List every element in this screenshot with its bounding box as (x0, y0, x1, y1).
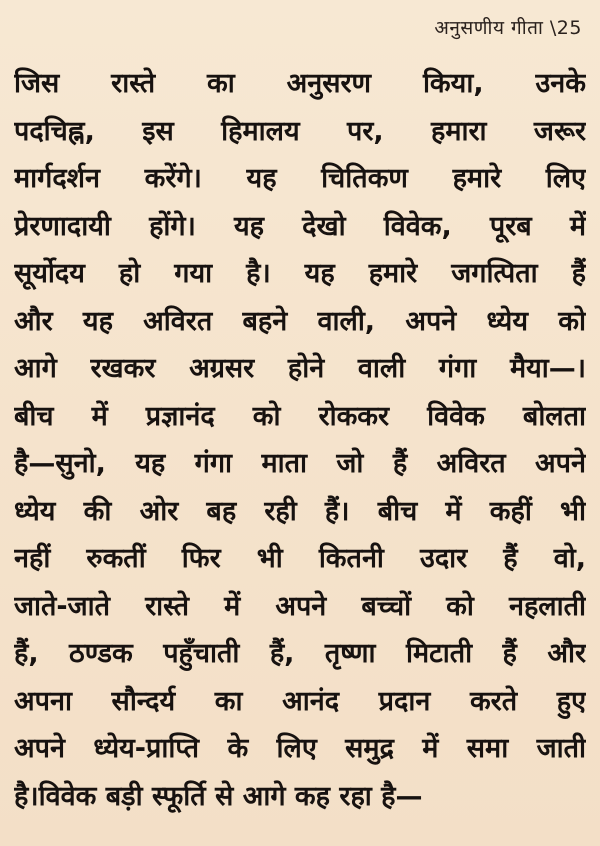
text-line: बीच में प्रज्ञानंद को रोककर विवेक बोलता (14, 400, 586, 432)
text-line: प्रेरणादायी होंगे। यह देखो विवेक, पूरब में (14, 210, 586, 242)
text-line: नहीं रुकतीं फिर भी कितनी उदार हैं वो, (14, 543, 586, 574)
text-line: मार्गदर्शन करेंगे। यह चितिकण हमारे लिए (14, 163, 586, 194)
text-line: पदचिह्न, इस हिमालय पर, हमारा जरूर (14, 115, 586, 147)
text-line: ध्येय की ओर बह रही हैं। बीच में कहीं भी (14, 495, 586, 527)
text-line: हैं, ठण्डक पहुँचाती हैं, तृष्णा मिटाती हैं और (14, 638, 586, 669)
running-header: अनुसणीय गीता \25 (434, 17, 582, 39)
text-line: अपना सौन्दर्य का आनंद प्रदान करते हुए (14, 685, 586, 717)
text-line: सूर्योदय हो गया है। यह हमारे जगत्पिता हैं (14, 258, 586, 289)
text-line: जाते-जाते रास्ते में अपने बच्चों को नहलाती (14, 590, 586, 622)
text-line: है—सुनो, यह गंगा माता जो हैं अविरत अपने (14, 448, 586, 479)
text-line: और यह अविरत बहने वाली, अपने ध्येय को (14, 305, 586, 337)
text-line: जिस रास्ते का अनुसरण किया, उनके (14, 68, 586, 99)
text-line: आगे रखकर अग्रसर होने वाली गंगा मैया—। (14, 353, 586, 384)
text-line: अपने ध्येय-प्राप्ति के लिए समुद्र में समा जाती (14, 733, 586, 764)
body-paragraph (14, 60, 586, 820)
text-line-last: है।विवेक बड़ी स्फूर्ति से आगे कह रहा है— (14, 780, 423, 812)
